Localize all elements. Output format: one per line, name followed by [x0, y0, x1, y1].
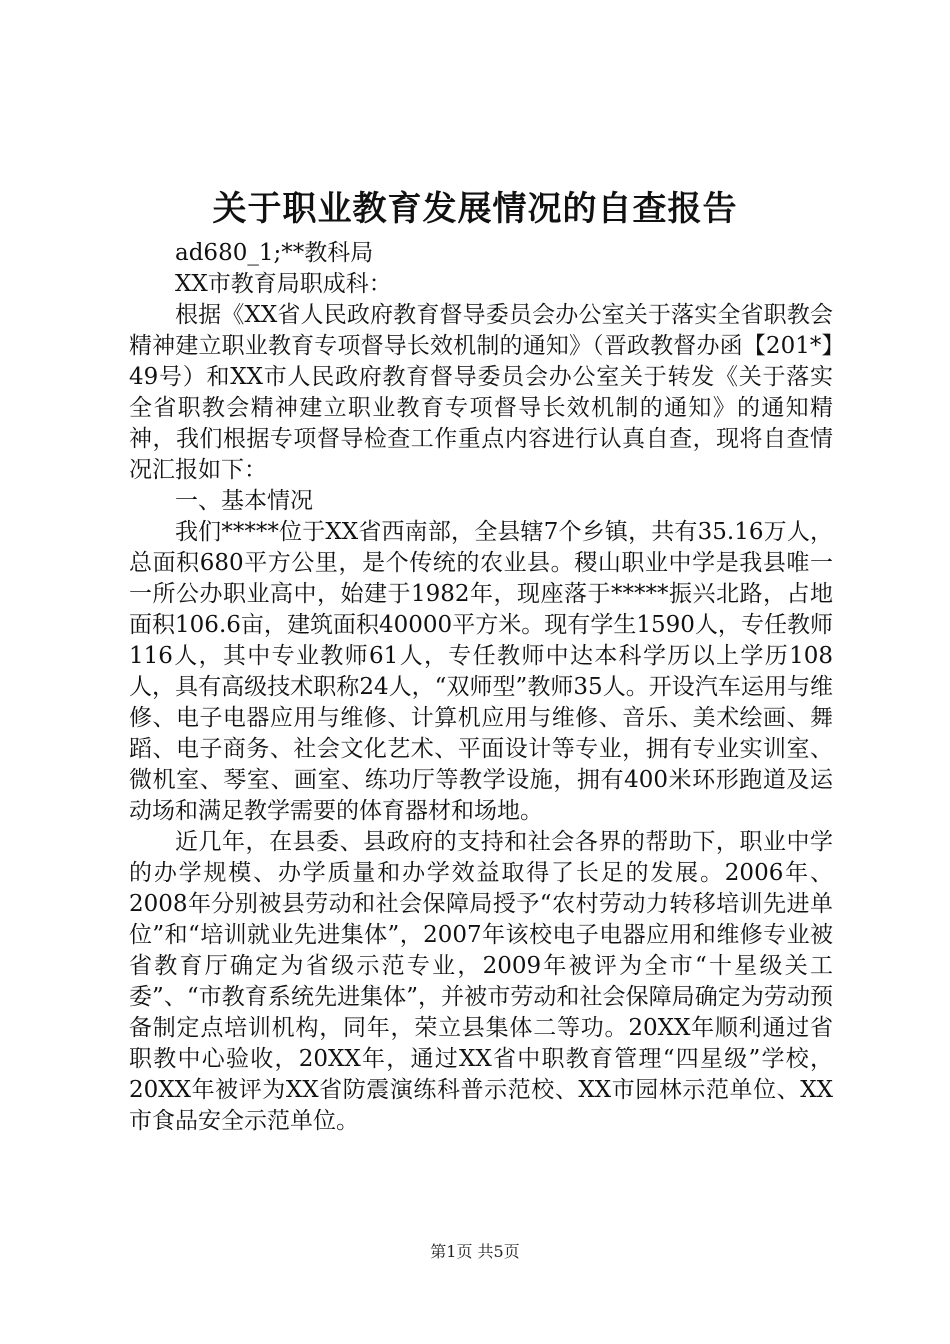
section-heading-basic-situation: 一、基本情况: [175, 488, 313, 514]
paragraph-sender: ad680_1;**教科局: [175, 240, 374, 266]
page-number-footer: 第1页 共5页: [430, 1242, 520, 1261]
paragraph-recipient: XX市教育局职成科：: [175, 271, 392, 297]
document-body: [129, 238, 833, 1137]
paragraph-achievements: 近几年，在县委、县政府的支持和社会各界的帮助下，职业中学的办学规模、办学质量和办学效益取得了长足的发展。2006年、2008年分别被县劳动和社会保障局授予“农村劳动力转移培训先进单位”和“培训就业先进集体”，2007年该校电子电器应用和维修专业被省教育厅确定为省级示范专业，2009年被评为全市“十星级关工委”、“市教育系统先进集体”，并被市劳动和社会保障局确定为劳动预备制定点培训机构，同年，荣立县集体二等功。20XX年顺利通过省职教中心验收，20XX年，通过XX省中职教育管理“四星级”学校，20XX年被评为XX省防震演练科普示范校、XX市园林示范单位、XX市食品安全示范单位。: [129, 829, 833, 1134]
paragraph-intro: 根据《XX省人民政府教育督导委员会办公室关于落实全省职教会精神建立职业教育专项督导长效机制的通知》（晋政教督办函【201*】49号）和XX市人民政府教育督导委员会办公室关于转发《关于落实全省职教会精神建立职业教育专项督导长效机制的通知》的通知精神，我们根据专项督导检查工作重点内容进行认真自查，现将自查情况汇报如下：: [129, 302, 833, 483]
document-title: 关于职业教育发展情况的自查报告: [212, 189, 738, 229]
paragraph-overview: 我们*****位于XX省西南部，全县辖7个乡镇，共有35.16万人，总面积680平方公里，是个传统的农业县。稷山职业中学是我县唯一一所公办职业高中，始建于1982年，现座落于*****振兴北路，占地面积106.6亩，建筑面积40000平方米。现有学生1590人，专任教师116人，其中专业教师61人，专任教师中达本科学历以上学历108人，具有高级技术职称24人，“双师型”教师35人。开设汽车运用与维修、电子电器应用与维修、计算机应用与维修、音乐、美术绘画、舞蹈、电子商务、社会文化艺术、平面设计等专业，拥有专业实训室、微机室、琴室、画室、练功厅等教学设施，拥有400米环形跑道及运动场和满足教学需要的体育器材和场地。: [129, 519, 833, 824]
